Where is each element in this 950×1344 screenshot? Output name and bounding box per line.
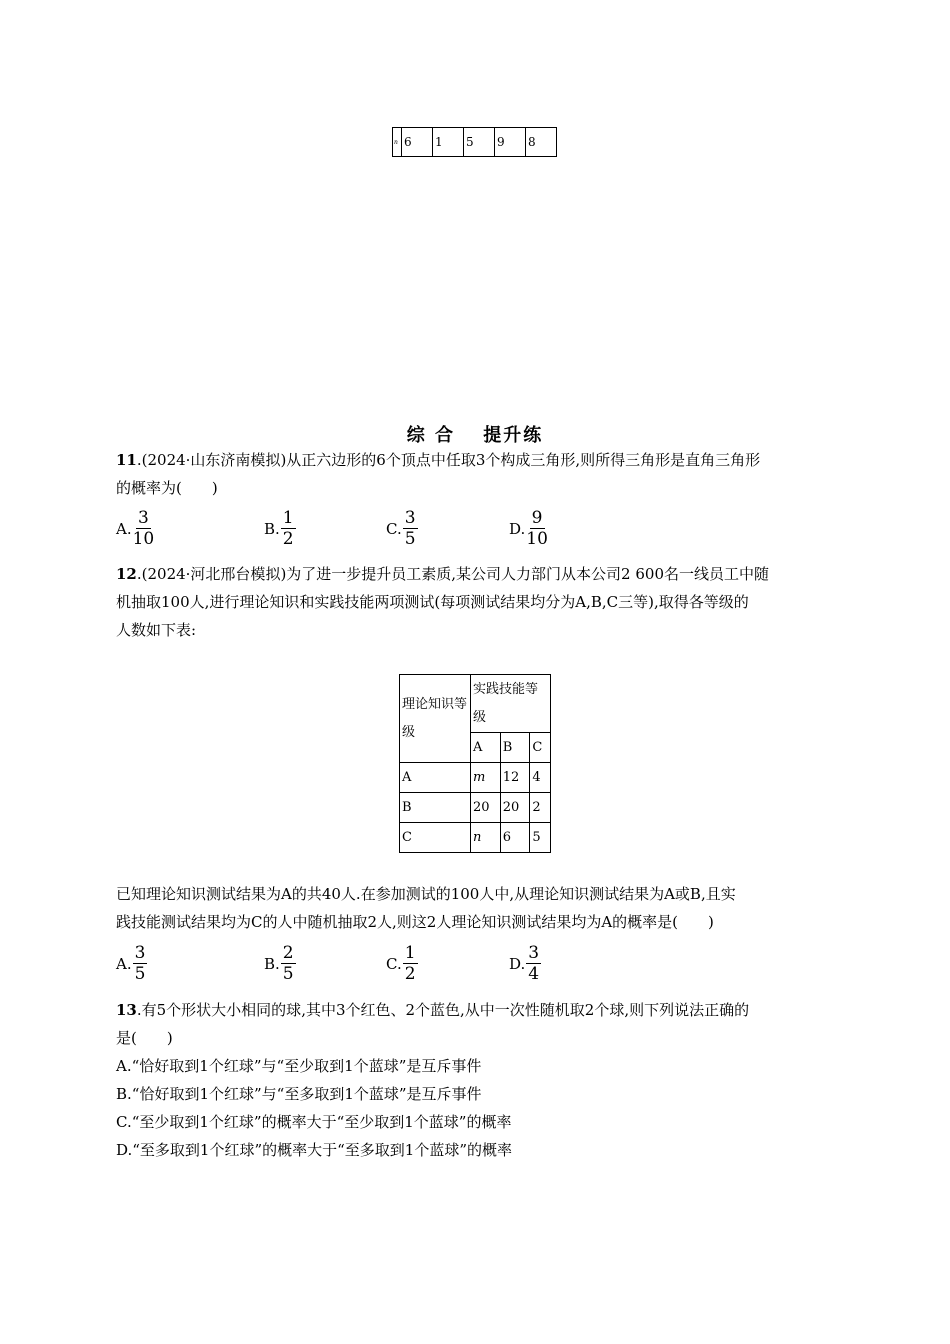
q12-after2: 践技能测试结果均为C的人中随机抽取2人,则这2人理论知识测试结果均为A的概率是( ) xyxy=(116,913,714,931)
fraction: $\frac{9}{10}$ xyxy=(526,508,548,549)
q13-line2: 是( ) xyxy=(116,1029,173,1047)
table-cell: m xyxy=(471,763,501,793)
top-table-cell: 9 xyxy=(495,128,526,157)
table-cell: 20 xyxy=(500,793,530,823)
q11-line2: 的概率为( ) xyxy=(116,479,218,497)
q13-number: 13 xyxy=(116,1001,137,1019)
fraction: $\frac{1}{2}$ xyxy=(404,943,416,984)
fraction: $\frac{1}{2}$ xyxy=(282,508,294,549)
score-table xyxy=(399,674,551,853)
table-cell: 20 xyxy=(471,793,501,823)
section-title: 综 合 提升练 xyxy=(406,425,544,446)
row-header: 理论知识等级 xyxy=(400,675,471,763)
top-data-table xyxy=(392,127,557,157)
top-table-label: n xyxy=(393,128,402,157)
q12-after1: 已知理论知识测试结果为A的共40人.在参加测试的100人中,从理论知识测试结果为A或B,且实 xyxy=(116,885,736,903)
top-table-cell: 8 xyxy=(526,128,557,157)
col-label: B xyxy=(500,733,530,763)
fraction: $\frac{2}{5}$ xyxy=(282,943,294,984)
q13-option-b[interactable]: B.“恰好取到1个红球”与“至多取到1个蓝球”是互斥事件 xyxy=(116,1085,482,1103)
col-label: A xyxy=(471,733,501,763)
q12-number: 12 xyxy=(116,565,137,583)
row-label: C xyxy=(400,823,471,853)
q12-option-d[interactable]: D. $\frac{3}{4}$ xyxy=(509,943,540,984)
row-label: A xyxy=(400,763,471,793)
fraction: $\frac{3}{4}$ xyxy=(528,943,540,984)
table-cell: 2 xyxy=(530,793,551,823)
table-cell: n xyxy=(471,823,501,853)
fraction: $\frac{3}{5}$ xyxy=(134,943,146,984)
q11-line1: 11.(2024·山东济南模拟)从正六边形的6个顶点中任取3个构成三角形,则所得三角形是直角三角形 xyxy=(116,451,761,469)
q12-line3: 人数如下表: xyxy=(116,621,197,639)
top-table-cell: 1 xyxy=(433,128,464,157)
q12-option-b[interactable]: B. $\frac{2}{5}$ xyxy=(264,943,294,984)
q12-option-c[interactable]: C. $\frac{1}{2}$ xyxy=(386,943,416,984)
col-header: 实践技能等级 xyxy=(471,675,551,733)
table-cell: 6 xyxy=(500,823,530,853)
top-table-cell: 6 xyxy=(402,128,433,157)
fraction: $\frac{3}{10}$ xyxy=(132,508,155,549)
q11-option-a[interactable]: A. $\frac{3}{10}$ xyxy=(116,508,155,549)
table-cell: 4 xyxy=(530,763,551,793)
q12-line2: 机抽取100人,进行理论知识和实践技能两项测试(每项测试结果均分为A,B,C三等),取得各等级的 xyxy=(116,593,749,611)
q11-option-c[interactable]: C. $\frac{3}{5}$ xyxy=(386,508,416,549)
q13-option-d[interactable]: D.“至多取到1个红球”的概率大于“至多取到1个蓝球”的概率 xyxy=(116,1141,513,1159)
q12-option-a[interactable]: A. $\frac{3}{5}$ xyxy=(116,943,146,984)
q13-option-c[interactable]: C.“至少取到1个红球”的概率大于“至少取到1个蓝球”的概率 xyxy=(116,1113,512,1131)
table-cell: 5 xyxy=(530,823,551,853)
q13-line1: 13.有5个形状大小相同的球,其中3个红色、2个蓝色,从中一次性随机取2个球,则下列说法正确的 xyxy=(116,1001,750,1019)
top-table-cell: 5 xyxy=(464,128,495,157)
q11-option-d[interactable]: D. $\frac{9}{10}$ xyxy=(509,508,548,549)
col-label: C xyxy=(530,733,551,763)
row-label: B xyxy=(400,793,471,823)
q12-line1: 12.(2024·河北邢台模拟)为了进一步提升员工素质,某公司人力部门从本公司2 600名一线员工中随 xyxy=(116,565,770,583)
q11-number: 11 xyxy=(116,451,137,469)
q11-option-b[interactable]: B. $\frac{1}{2}$ xyxy=(264,508,294,549)
table-cell: 12 xyxy=(500,763,530,793)
q13-option-a[interactable]: A.“恰好取到1个红球”与“至少取到1个蓝球”是互斥事件 xyxy=(116,1057,482,1075)
fraction: $\frac{3}{5}$ xyxy=(404,508,416,549)
